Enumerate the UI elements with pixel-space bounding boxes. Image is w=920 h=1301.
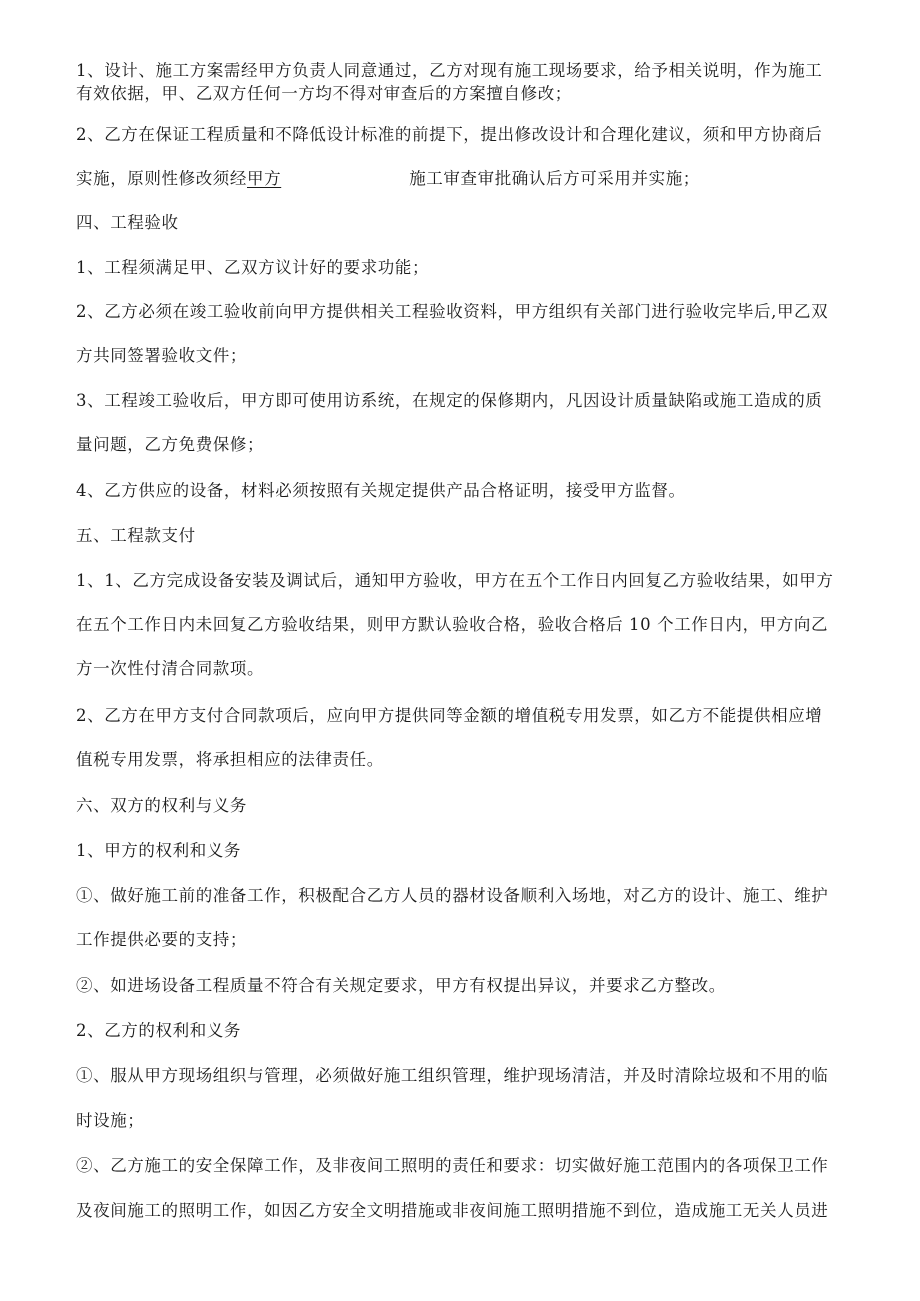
text-segment: 实施，原则性修改须经 (76, 169, 247, 188)
text-line: 2、乙方在甲方支付合同款项后，应向甲方提供同等金额的增值税专用发票，如乙方不能提供相应增 (76, 706, 823, 725)
text-line: 时设施； (76, 1111, 145, 1130)
text-line: 4、乙方供应的设备，材料必须按照有关规定提供产品合格证明，接受甲方监督。 (76, 481, 686, 500)
text-line: 有效依据，甲、乙双方任何一方均不得对审查后的方案擅自修改； (76, 84, 572, 103)
text-line: 1、1、乙方完成设备安装及调试后，通知甲方验收，甲方在五个工作日内回复乙方验收结果，如甲方 (76, 571, 834, 590)
text-line: 2、乙方必须在竣工验收前向甲方提供相关工程验收资料，甲方组织有关部门进行验收完毕后,甲乙双 (76, 302, 829, 321)
text-line: 2、乙方在保证工程质量和不降低设计标准的前提下，提出修改设计和合理化建议，须和甲方协商后 (76, 125, 823, 144)
text-line: 3、工程竣工验收后，甲方即可使用访系统，在规定的保修期内，凡因设计质量缺陷或施工造成的质 (76, 391, 823, 410)
text-line: 方共同签署验收文件； (76, 346, 247, 365)
text-line: 在五个工作日内未回复乙方验收结果，则甲方默认验收合格，验收合格后 10 个工作日内，甲方向乙 (76, 615, 829, 634)
section-heading: 五、工程款支付 (76, 526, 196, 545)
section-heading: 六、双方的权利与义务 (76, 796, 247, 815)
text-line: 方一次性付清合同款项。 (76, 659, 265, 678)
text-line-with-underline (76, 168, 836, 190)
text-line: 值税专用发票，将承担相应的法律责任。 (76, 750, 384, 769)
underlined-party-a: 甲方 (247, 169, 282, 188)
text-segment: 施工审查审批确认后方可采用并实施； (409, 169, 700, 188)
text-line: 及夜间施工的照明工作，如因乙方安全文明措施或非夜间施工照明措施不到位，造成施工无关人员进 (76, 1201, 829, 1220)
section-heading: 四、工程验收 (76, 213, 179, 232)
sub-heading: 1、甲方的权利和义务 (76, 841, 241, 860)
text-line: ②、如进场设备工程质量不符合有关规定要求，甲方有权提出异议，并要求乙方整改。 (76, 976, 726, 995)
text-line: 1、设计、施工方案需经甲方负责人同意通过，乙方对现有施工现场要求，给予相关说明，作为施工 (76, 61, 823, 80)
text-line: ②、乙方施工的安全保障工作，及非夜间工照明的责任和要求：切实做好施工范围内的各项保卫工作 (76, 1156, 829, 1175)
sub-heading: 2、乙方的权利和义务 (76, 1021, 241, 1040)
text-line: 工作提供必要的支持； (76, 930, 247, 949)
text-line: 1、工程须满足甲、乙双方议计好的要求功能； (76, 258, 430, 277)
text-line: 量问题，乙方免费保修； (76, 435, 265, 454)
text-line: ①、做好施工前的准备工作，积极配合乙方人员的器材设备顺利入场地，对乙方的设计、施工、维护 (76, 886, 829, 905)
text-line: ①、服从甲方现场组织与管理，必须做好施工组织管理，维护现场清洁，并及时清除垃圾和不用的临 (76, 1066, 829, 1085)
